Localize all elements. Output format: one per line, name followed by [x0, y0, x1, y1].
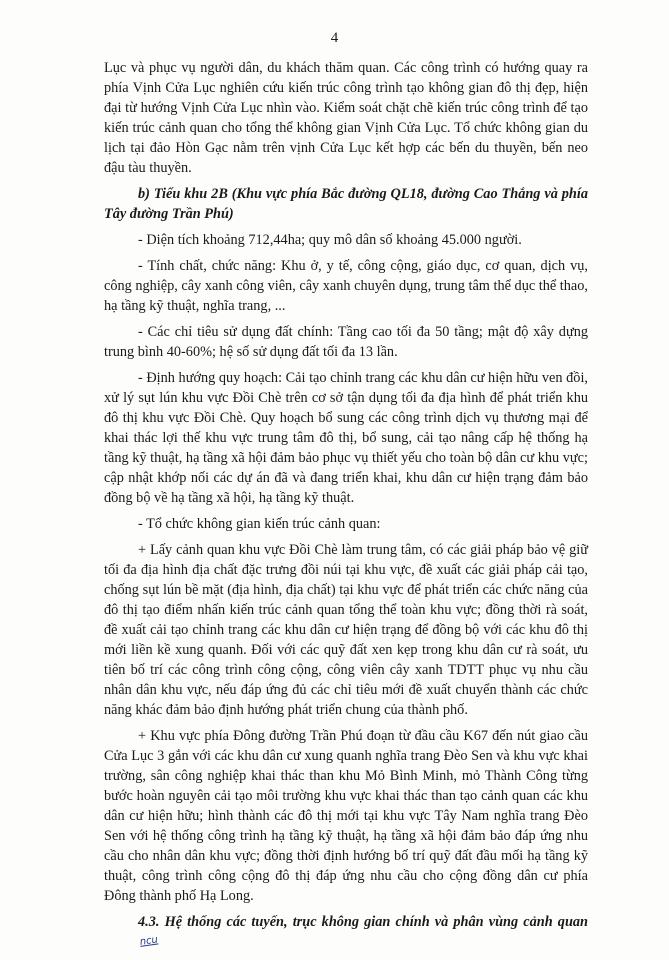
subheading-tieu-khu-2b: b) Tiểu khu 2B (Khu vực phía Bắc đường QL18, đường Cao Thắng và phía Tây đường Trần Phú) — [104, 186, 588, 222]
paragraph-planning-direction: - Định hướng quy hoạch: Cải tạo chỉnh trang các khu dân cư hiện hữu ven đồi, xử lý sụt lún khu vực Đồi Chè trên cơ sở tận dụng tối đa địa hình để phát triển khu đô thị khu vực Đồi Chè. Quy hoạch bổ sung các công trình dịch vụ thương mại để khai thác lợi thế khu vực trung tâm đô thị, bổ sung, cải tạo nâng cấp hệ thống hạ tầng kỹ thuật, hạ tầng xã hội đảm bảo phục vụ thiết yếu cho toàn bộ dân cư khu vực; cập nhật khớp nối các dự án đã và đang triển khai, khu dân cư hiện trạng đảm bảo đồng bộ về hạ tầng xã hội, hạ tầng kỹ thuật. — [104, 370, 588, 506]
paragraph-doi-che: + Lấy cảnh quan khu vực Đồi Chè làm trung tâm, có các giải pháp bảo vệ giữ tối đa địa hình địa chất đặc trưng đồi núi tại khu vực, đề xuất các giải pháp cải tạo, chống sụt lún bề mặt (địa hình, địa chất) tại khu vực để phát triển các chức năng của đô thị tạo điểm nhấn kiến trúc cảnh quan tổng thể toàn khu vực; đồng thời rà soát, đề xuất cải tạo chỉnh trang các khu dân cư hiện trạng để đồng bộ với các khu đô thị mới liền kề xung quanh. Đối với các quỹ đất xen kẹp trong khu dân cư rà soát, ưu tiên bố trí các công trình công cộng, công viên cây xanh TDTT phục vụ nhu cầu nhân dân khu vực, nếu đáp ứng đủ các chỉ tiêu mới đề xuất chuyển thành các chức năng khác đảm bảo định hướng phát triển chung của thành phố. — [104, 542, 588, 718]
section-heading-4-3 — [104, 912, 588, 954]
handwritten-mark: ncu — [139, 934, 159, 948]
section-heading-text: 4.3. Hệ thống các tuyến, trục không gian chính và phân vùng cảnh quan — [138, 914, 588, 930]
paragraph-area: - Diện tích khoảng 712,44ha; quy mô dân số khoảng 45.000 người. — [138, 232, 522, 248]
paragraph-tran-phu-east: + Khu vực phía Đông đường Trần Phú đoạn từ đầu cầu K67 đến nút giao cầu Cửa Lục 3 gắn với các khu dân cư xung quanh nghĩa trang Đèo Sen và khu vực khai trường, sân công nghiệp khai thác than khu Mỏ Bình Minh, mỏ Thành Công từng bước hoàn nguyên cải tạo môi trường khu vực khai thác than tạo cảnh quan các khu dân cư hiện hữu; hình thành các đô thị mới tại khu vực Tây Nam nghĩa trang Đèo Sen với hệ thống công trình hạ tầng kỹ thuật, hạ tầng xã hội đảm bảo đáp ứng nhu cầu cho nhân dân khu vực; đồng thời định hướng bố trí quỹ đất đầu mối hạ tầng kỹ thuật, công trình công cộng đô thị đáp ứng nhu cầu cho cộng đồng dân cư phía Đông thành phố Hạ Long. — [104, 728, 588, 904]
document-body — [104, 58, 588, 960]
paragraph-continuation: Lục và phục vụ người dân, du khách thăm quan. Các công trình có hướng quay ra phía Vịnh Cửa Lục nghiên cứu kiến trúc công trình tạo không gian đô thị đẹp, hiện đại từ hướng Vịnh Cửa Lục nhìn vào. Kiểm soát chặt chẽ kiến trúc công trình để tạo kiến trúc cảnh quan cho tổng thể không gian Vịnh Cửa Lục. Tổ chức không gian du lịch tại đảo Hòn Gạc nằm trên vịnh Cửa Lục kết hợp các bến du thuyền, bến neo đậu tàu thuyền. — [104, 60, 588, 176]
paragraph-landscape-organization: - Tổ chức không gian kiến trúc cảnh quan: — [138, 516, 381, 532]
paragraph-function: - Tính chất, chức năng: Khu ở, y tế, công cộng, giáo dục, cơ quan, dịch vụ, công nghiệp, cây xanh công viên, cây xanh chuyên dụng, trung tâm thể dục thể thao, hạ tầng kỹ thuật, nghĩa trang, ... — [104, 258, 588, 314]
page-number: 4 — [330, 30, 339, 46]
paragraph-land-use: - Các chỉ tiêu sử dụng đất chính: Tầng cao tối đa 50 tầng; mật độ xây dựng trung bình 40-60%; hệ số sử dụng đất tối đa 13 lần. — [104, 324, 588, 360]
